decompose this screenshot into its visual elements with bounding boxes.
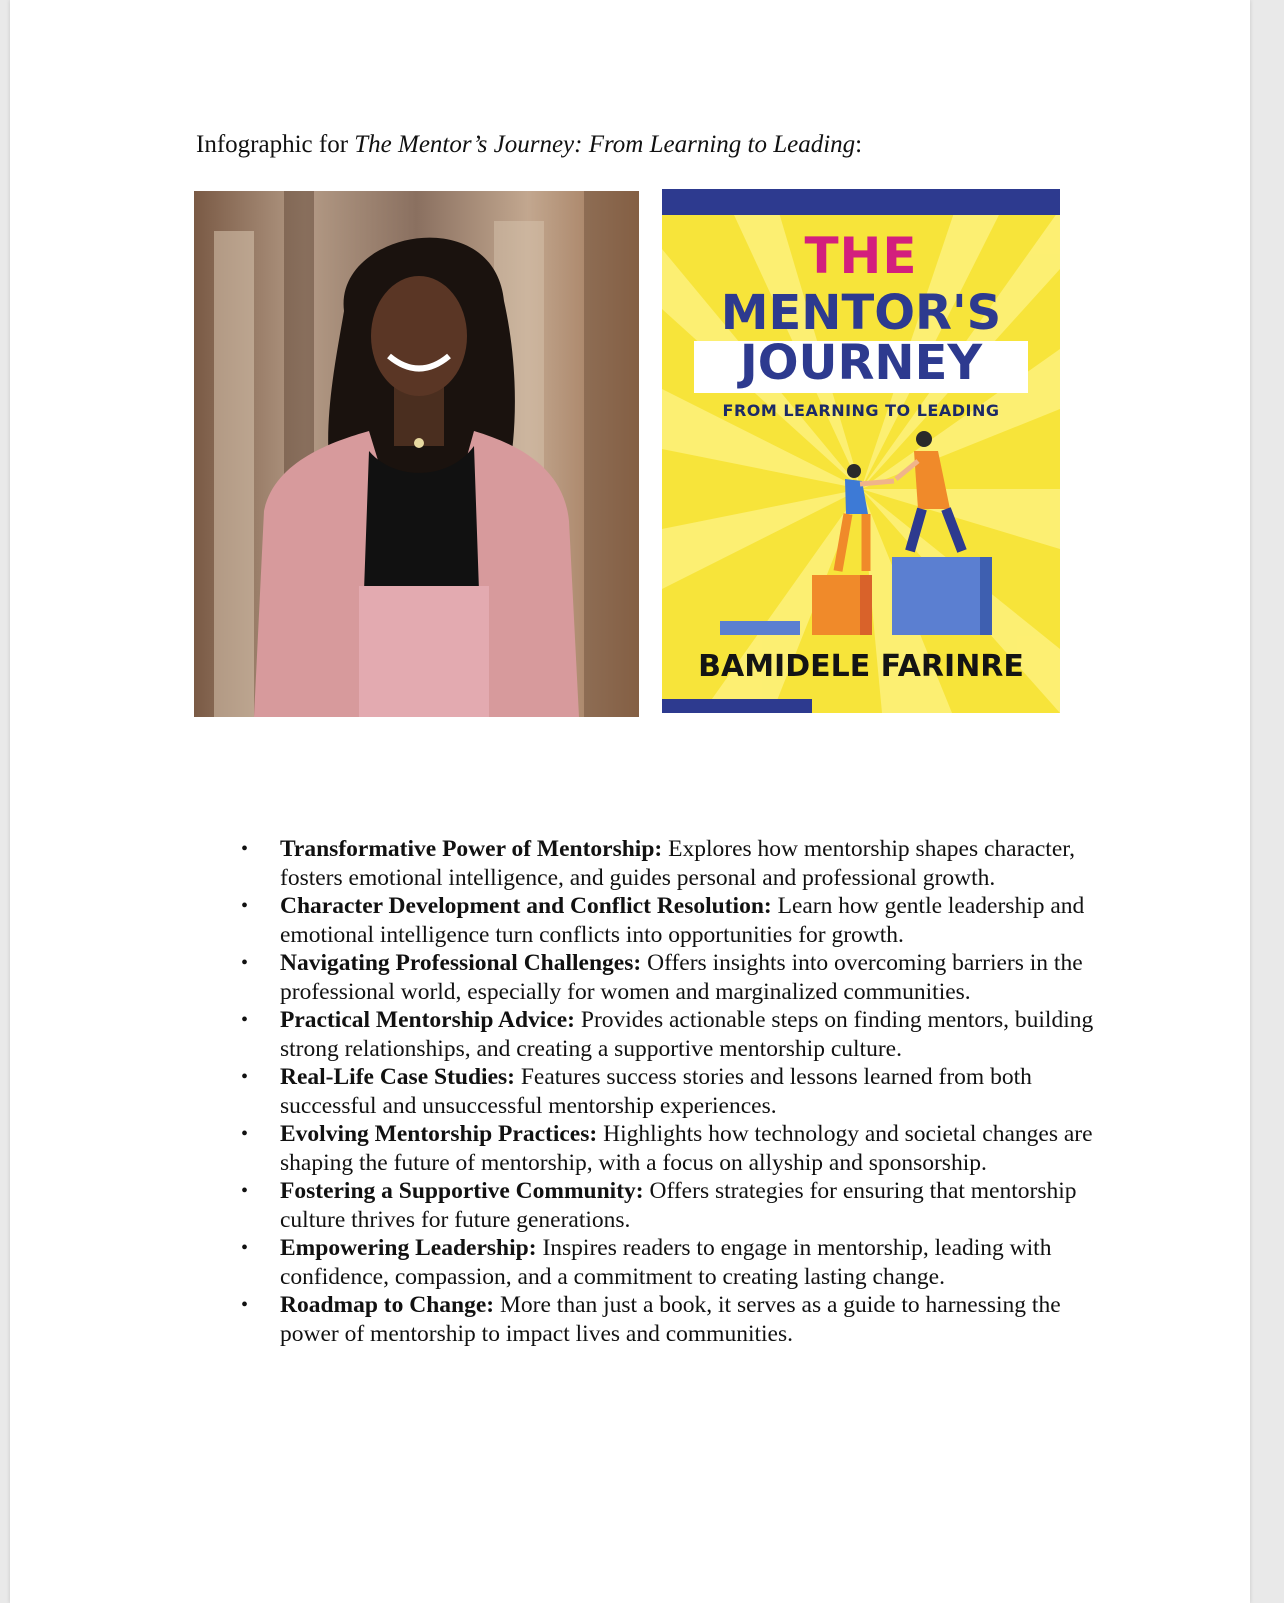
bullet-icon: •: [241, 1009, 249, 1031]
feature-term: Practical Mentorship Advice:: [280, 1007, 575, 1033]
cover-title-the: THE: [804, 227, 918, 285]
feature-list: [236, 835, 1106, 1348]
feature-desc: Explores how mentorship shapes character, fosters emotional intelligence, and guides personal and professional growth.: [280, 836, 1076, 891]
list-item: [236, 892, 1106, 949]
list-item: [236, 1291, 1106, 1348]
feature-term: Transformative Power of Mentorship:: [280, 836, 663, 862]
list-item: [236, 1063, 1106, 1120]
bullet-icon: •: [241, 1294, 249, 1316]
feature-term: Character Development and Conflict Resolution:: [280, 893, 772, 919]
feature-desc: Inspires readers to engage in mentorship, leading with confidence, compassion, and a commitment to creating lasting change.: [280, 1235, 1052, 1290]
feature-term: Evolving Mentorship Practices:: [280, 1121, 598, 1147]
bullet-icon: •: [241, 1123, 249, 1145]
author-portrait-illustration: [194, 191, 639, 717]
list-item: [236, 835, 1106, 892]
feature-desc: Features success stories and lessons learned from both successful and unsuccessful mentorship experiences.: [280, 1064, 1032, 1119]
bullet-icon: •: [241, 838, 249, 860]
feature-term: Navigating Professional Challenges:: [280, 950, 642, 976]
feature-desc: Learn how gentle leadership and emotional intelligence turn conflicts into opportunities for growth.: [280, 893, 1085, 948]
feature-term: Real-Life Case Studies:: [280, 1064, 515, 1090]
feature-desc: Offers strategies for ensuring that mentorship culture thrives for future generations.: [280, 1178, 1077, 1233]
list-item: [236, 1234, 1106, 1291]
list-item: [236, 1006, 1106, 1063]
bullet-icon: •: [241, 1237, 249, 1259]
intro-suffix: :: [855, 131, 863, 158]
bullet-icon: •: [241, 1066, 249, 1088]
book-title-italic: The Mentor’s Journey: From Learning to Leading: [354, 131, 856, 158]
feature-term: Empowering Leadership:: [280, 1235, 537, 1261]
feature-term: Roadmap to Change:: [280, 1292, 495, 1318]
feature-desc: Offers insights into overcoming barriers in the professional world, especially for women and marginalized communities.: [280, 950, 1083, 1005]
cover-author: BAMIDELE FARINRE: [698, 649, 1024, 684]
bullet-icon: •: [241, 952, 249, 974]
cover-title-journey: JOURNEY: [739, 335, 983, 391]
book-cover: [662, 189, 1060, 713]
feature-term: Fostering a Supportive Community:: [280, 1178, 644, 1204]
list-item: [236, 1177, 1106, 1234]
intro-line: [196, 131, 862, 159]
cover-title-mentors: MENTOR'S: [720, 285, 1002, 341]
author-photo: [194, 191, 639, 717]
bullet-icon: •: [241, 1180, 249, 1202]
bullet-icon: •: [241, 895, 249, 917]
intro-prefix: Infographic for: [196, 131, 355, 158]
feature-desc: Highlights how technology and societal changes are shaping the future of mentorship, with a focus on allyship and sponsorship.: [280, 1121, 1093, 1176]
feature-desc: More than just a book, it serves as a guide to harnessing the power of mentorship to impact lives and communities.: [280, 1292, 1061, 1347]
document-page: [10, 0, 1250, 1603]
feature-desc: Provides actionable steps on finding mentors, building strong relationships, and creating a supportive mentorship culture.: [280, 1007, 1094, 1062]
list-item: [236, 1120, 1106, 1177]
list-item: [236, 949, 1106, 1006]
cover-subtitle: FROM LEARNING TO LEADING: [722, 401, 1000, 420]
